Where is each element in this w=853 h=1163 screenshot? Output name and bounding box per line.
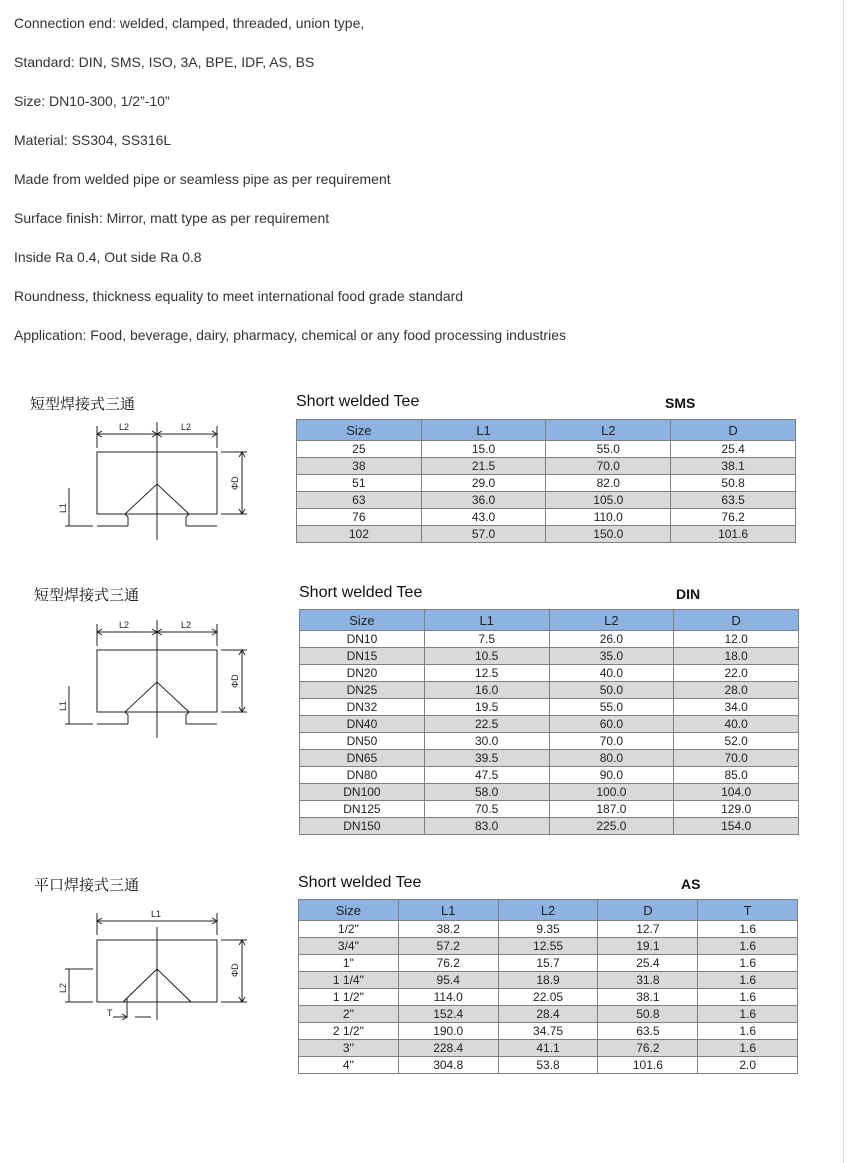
table-cell-l1: 16.0 bbox=[424, 682, 549, 699]
table-cell-l2: 82.0 bbox=[546, 475, 671, 492]
table-cell-l2: 50.0 bbox=[549, 682, 674, 699]
table-row bbox=[300, 631, 799, 648]
table-cell-l2: 100.0 bbox=[549, 784, 674, 801]
table-row bbox=[297, 526, 796, 543]
table-row bbox=[300, 716, 799, 733]
table-header-row bbox=[299, 900, 798, 921]
spec-standard: Standard: DIN, SMS, ISO, 3A, BPE, IDF, AS, BS bbox=[14, 54, 315, 70]
table-cell-l1: 114.0 bbox=[398, 989, 498, 1006]
table-cell-l1: 21.5 bbox=[421, 458, 546, 475]
dim-label-t: T bbox=[107, 1008, 113, 1018]
table-cell-l1: 152.4 bbox=[398, 1006, 498, 1023]
dim-label-l2-left: L2 bbox=[119, 620, 130, 630]
table-cell-l2: 26.0 bbox=[549, 631, 674, 648]
table-cell-t: 1.6 bbox=[698, 1040, 798, 1057]
table-cell-l2: 34.75 bbox=[498, 1023, 598, 1040]
dim-label-l2-right: L2 bbox=[181, 620, 192, 630]
table-cell-d: 25.4 bbox=[671, 441, 796, 458]
table-cell-d: 104.0 bbox=[674, 784, 799, 801]
section-din-cn-title: 短型焊接式三通 bbox=[34, 586, 140, 604]
spec-size: Size: DN10-300, 1/2”-10” bbox=[14, 93, 170, 109]
table-cell-l2: 55.0 bbox=[549, 699, 674, 716]
table-cell-l1: 47.5 bbox=[424, 767, 549, 784]
table-cell-l1: 43.0 bbox=[421, 509, 546, 526]
table-cell-d: 12.0 bbox=[674, 631, 799, 648]
table-cell-t: 1.6 bbox=[698, 938, 798, 955]
table-cell-l2: 15.7 bbox=[498, 955, 598, 972]
col-header-size: Size bbox=[297, 420, 422, 441]
as-size-table bbox=[298, 899, 798, 1074]
table-cell-d: 38.1 bbox=[671, 458, 796, 475]
table-cell-size: 1" bbox=[299, 955, 399, 972]
section-sms-standard: SMS bbox=[665, 395, 696, 411]
table-cell-size: DN125 bbox=[300, 801, 425, 818]
table-cell-l2: 105.0 bbox=[546, 492, 671, 509]
table-cell-l2: 41.1 bbox=[498, 1040, 598, 1057]
dim-label-l1: L1 bbox=[58, 502, 68, 513]
table-row bbox=[299, 1006, 798, 1023]
spec-pipe-type: Made from welded pipe or seamless pipe as per requirement bbox=[14, 171, 391, 187]
table-cell-size: DN80 bbox=[300, 767, 425, 784]
table-cell-d: 18.0 bbox=[674, 648, 799, 665]
din-size-table bbox=[299, 609, 799, 835]
table-cell-l1: 38.2 bbox=[398, 921, 498, 938]
col-header-l1: L1 bbox=[421, 420, 546, 441]
col-header-l2: L2 bbox=[498, 900, 598, 921]
tee-drawing-din bbox=[55, 616, 255, 741]
table-cell-size: DN32 bbox=[300, 699, 425, 716]
table-cell-d: 85.0 bbox=[674, 767, 799, 784]
table-cell-size: DN65 bbox=[300, 750, 425, 767]
table-row bbox=[299, 989, 798, 1006]
table-cell-d: 38.1 bbox=[598, 989, 698, 1006]
table-cell-d: 31.8 bbox=[598, 972, 698, 989]
table-cell-size: DN20 bbox=[300, 665, 425, 682]
table-cell-l2: 225.0 bbox=[549, 818, 674, 835]
table-cell-l1: 19.5 bbox=[424, 699, 549, 716]
dim-label-diameter: ΦD bbox=[230, 476, 240, 490]
table-row bbox=[300, 648, 799, 665]
table-row bbox=[299, 972, 798, 989]
table-cell-d: 50.8 bbox=[671, 475, 796, 492]
tee-drawing-sms bbox=[55, 418, 255, 543]
dim-label-diameter: ΦD bbox=[230, 963, 240, 977]
table-cell-l1: 57.2 bbox=[398, 938, 498, 955]
table-cell-l2: 9.35 bbox=[498, 921, 598, 938]
table-cell-t: 1.6 bbox=[698, 1023, 798, 1040]
table-cell-size: 3" bbox=[299, 1040, 399, 1057]
col-header-l1: L1 bbox=[424, 610, 549, 631]
table-cell-size: 38 bbox=[297, 458, 422, 475]
table-cell-l2: 187.0 bbox=[549, 801, 674, 818]
table-cell-l1: 7.5 bbox=[424, 631, 549, 648]
table-cell-d: 63.5 bbox=[598, 1023, 698, 1040]
dim-label-l2-right: L2 bbox=[181, 422, 192, 432]
table-row bbox=[300, 699, 799, 716]
table-cell-t: 2.0 bbox=[698, 1057, 798, 1074]
col-header-d: D bbox=[674, 610, 799, 631]
table-cell-l1: 22.5 bbox=[424, 716, 549, 733]
table-cell-d: 12.7 bbox=[598, 921, 698, 938]
col-header-t: T bbox=[698, 900, 798, 921]
table-row bbox=[300, 767, 799, 784]
table-cell-d: 40.0 bbox=[674, 716, 799, 733]
table-cell-d: 154.0 bbox=[674, 818, 799, 835]
table-cell-l1: 190.0 bbox=[398, 1023, 498, 1040]
col-header-l2: L2 bbox=[546, 420, 671, 441]
table-cell-size: DN15 bbox=[300, 648, 425, 665]
table-cell-l2: 70.0 bbox=[546, 458, 671, 475]
table-cell-l2: 80.0 bbox=[549, 750, 674, 767]
table-cell-d: 52.0 bbox=[674, 733, 799, 750]
table-row bbox=[299, 955, 798, 972]
tee-drawing-as bbox=[55, 905, 255, 1025]
table-row bbox=[300, 750, 799, 767]
table-cell-size: DN25 bbox=[300, 682, 425, 699]
table-cell-t: 1.6 bbox=[698, 921, 798, 938]
table-header-row bbox=[300, 610, 799, 631]
table-row bbox=[297, 509, 796, 526]
section-sms-cn-title: 短型焊接式三通 bbox=[30, 395, 136, 413]
table-cell-d: 22.0 bbox=[674, 665, 799, 682]
col-header-d: D bbox=[598, 900, 698, 921]
table-cell-d: 70.0 bbox=[674, 750, 799, 767]
table-cell-l2: 110.0 bbox=[546, 509, 671, 526]
table-row bbox=[299, 1057, 798, 1074]
col-header-size: Size bbox=[299, 900, 399, 921]
table-cell-l1: 39.5 bbox=[424, 750, 549, 767]
section-din-standard: DIN bbox=[676, 586, 701, 602]
dim-label-diameter: ΦD bbox=[230, 674, 240, 688]
sms-size-table bbox=[296, 419, 796, 543]
table-cell-d: 19.1 bbox=[598, 938, 698, 955]
spec-application: Application: Food, beverage, dairy, pharmacy, chemical or any food processing industries bbox=[14, 327, 566, 343]
col-header-size: Size bbox=[300, 610, 425, 631]
table-row bbox=[297, 492, 796, 509]
table-cell-size: DN150 bbox=[300, 818, 425, 835]
table-cell-l1: 12.5 bbox=[424, 665, 549, 682]
table-cell-size: DN10 bbox=[300, 631, 425, 648]
spec-roundness: Roundness, thickness equality to meet international food grade standard bbox=[14, 288, 464, 304]
table-cell-size: DN100 bbox=[300, 784, 425, 801]
table-cell-d: 129.0 bbox=[674, 801, 799, 818]
section-sms-en-title: Short welded Tee bbox=[296, 393, 420, 410]
section-as-cn-title: 平口焊接式三通 bbox=[34, 876, 140, 894]
dim-label-l1: L1 bbox=[151, 909, 162, 919]
table-cell-l1: 70.5 bbox=[424, 801, 549, 818]
table-cell-l1: 95.4 bbox=[398, 972, 498, 989]
table-cell-l1: 30.0 bbox=[424, 733, 549, 750]
table-cell-l2: 22.05 bbox=[498, 989, 598, 1006]
table-row bbox=[297, 475, 796, 492]
table-cell-size: 63 bbox=[297, 492, 422, 509]
right-border-line bbox=[843, 0, 844, 1163]
table-cell-l1: 83.0 bbox=[424, 818, 549, 835]
table-cell-l2: 60.0 bbox=[549, 716, 674, 733]
table-cell-d: 63.5 bbox=[671, 492, 796, 509]
table-cell-l2: 12.55 bbox=[498, 938, 598, 955]
table-cell-size: 1 1/2" bbox=[299, 989, 399, 1006]
table-cell-size: 4" bbox=[299, 1057, 399, 1074]
table-cell-size: 2 1/2" bbox=[299, 1023, 399, 1040]
table-cell-d: 25.4 bbox=[598, 955, 698, 972]
dim-label-l1: L1 bbox=[58, 700, 68, 711]
table-cell-size: 1 1/4" bbox=[299, 972, 399, 989]
table-cell-size: 2" bbox=[299, 1006, 399, 1023]
table-cell-l2: 18.9 bbox=[498, 972, 598, 989]
table-cell-l1: 36.0 bbox=[421, 492, 546, 509]
table-row bbox=[299, 921, 798, 938]
table-cell-l2: 55.0 bbox=[546, 441, 671, 458]
table-cell-t: 1.6 bbox=[698, 1006, 798, 1023]
table-cell-size: DN50 bbox=[300, 733, 425, 750]
table-cell-d: 101.6 bbox=[598, 1057, 698, 1074]
table-cell-d: 76.2 bbox=[671, 509, 796, 526]
table-cell-size: 76 bbox=[297, 509, 422, 526]
table-cell-l2: 90.0 bbox=[549, 767, 674, 784]
table-cell-size: DN40 bbox=[300, 716, 425, 733]
table-row bbox=[299, 938, 798, 955]
spec-connection-end: Connection end: welded, clamped, threaded, union type, bbox=[14, 15, 365, 31]
table-cell-l1: 57.0 bbox=[421, 526, 546, 543]
table-row bbox=[300, 665, 799, 682]
table-row bbox=[300, 733, 799, 750]
table-row bbox=[297, 458, 796, 475]
dim-label-l2-left: L2 bbox=[119, 422, 130, 432]
table-cell-d: 101.6 bbox=[671, 526, 796, 543]
table-cell-size: 51 bbox=[297, 475, 422, 492]
spec-roughness: Inside Ra 0.4, Out side Ra 0.8 bbox=[14, 249, 202, 265]
table-row bbox=[300, 682, 799, 699]
spec-surface-finish: Surface finish: Mirror, matt type as per requirement bbox=[14, 210, 330, 226]
table-cell-l2: 35.0 bbox=[549, 648, 674, 665]
table-cell-t: 1.6 bbox=[698, 989, 798, 1006]
table-cell-l1: 58.0 bbox=[424, 784, 549, 801]
table-cell-l1: 15.0 bbox=[421, 441, 546, 458]
section-as-en-title: Short welded Tee bbox=[298, 874, 422, 891]
table-cell-l2: 40.0 bbox=[549, 665, 674, 682]
table-row bbox=[300, 801, 799, 818]
spec-list bbox=[14, 14, 566, 365]
table-row bbox=[299, 1040, 798, 1057]
col-header-d: D bbox=[671, 420, 796, 441]
spec-material: Material: SS304, SS316L bbox=[14, 132, 172, 148]
table-cell-l2: 53.8 bbox=[498, 1057, 598, 1074]
table-cell-l1: 76.2 bbox=[398, 955, 498, 972]
table-row bbox=[300, 784, 799, 801]
table-cell-t: 1.6 bbox=[698, 972, 798, 989]
table-cell-size: 3/4" bbox=[299, 938, 399, 955]
table-cell-l1: 304.8 bbox=[398, 1057, 498, 1074]
table-cell-size: 1/2" bbox=[299, 921, 399, 938]
dim-label-l2: L2 bbox=[58, 982, 68, 993]
col-header-l1: L1 bbox=[398, 900, 498, 921]
table-row bbox=[299, 1023, 798, 1040]
table-cell-l1: 10.5 bbox=[424, 648, 549, 665]
table-cell-d: 76.2 bbox=[598, 1040, 698, 1057]
table-header-row bbox=[297, 420, 796, 441]
table-cell-l1: 228.4 bbox=[398, 1040, 498, 1057]
table-row bbox=[297, 441, 796, 458]
table-cell-size: 25 bbox=[297, 441, 422, 458]
table-row bbox=[300, 818, 799, 835]
table-cell-d: 28.0 bbox=[674, 682, 799, 699]
table-cell-t: 1.6 bbox=[698, 955, 798, 972]
table-cell-l1: 29.0 bbox=[421, 475, 546, 492]
section-din-en-title: Short welded Tee bbox=[299, 584, 423, 601]
col-header-l2: L2 bbox=[549, 610, 674, 631]
table-cell-d: 34.0 bbox=[674, 699, 799, 716]
table-cell-l2: 70.0 bbox=[549, 733, 674, 750]
table-cell-d: 50.8 bbox=[598, 1006, 698, 1023]
section-as-standard: AS bbox=[681, 876, 701, 892]
table-cell-l2: 150.0 bbox=[546, 526, 671, 543]
table-cell-l2: 28.4 bbox=[498, 1006, 598, 1023]
table-cell-size: 102 bbox=[297, 526, 422, 543]
